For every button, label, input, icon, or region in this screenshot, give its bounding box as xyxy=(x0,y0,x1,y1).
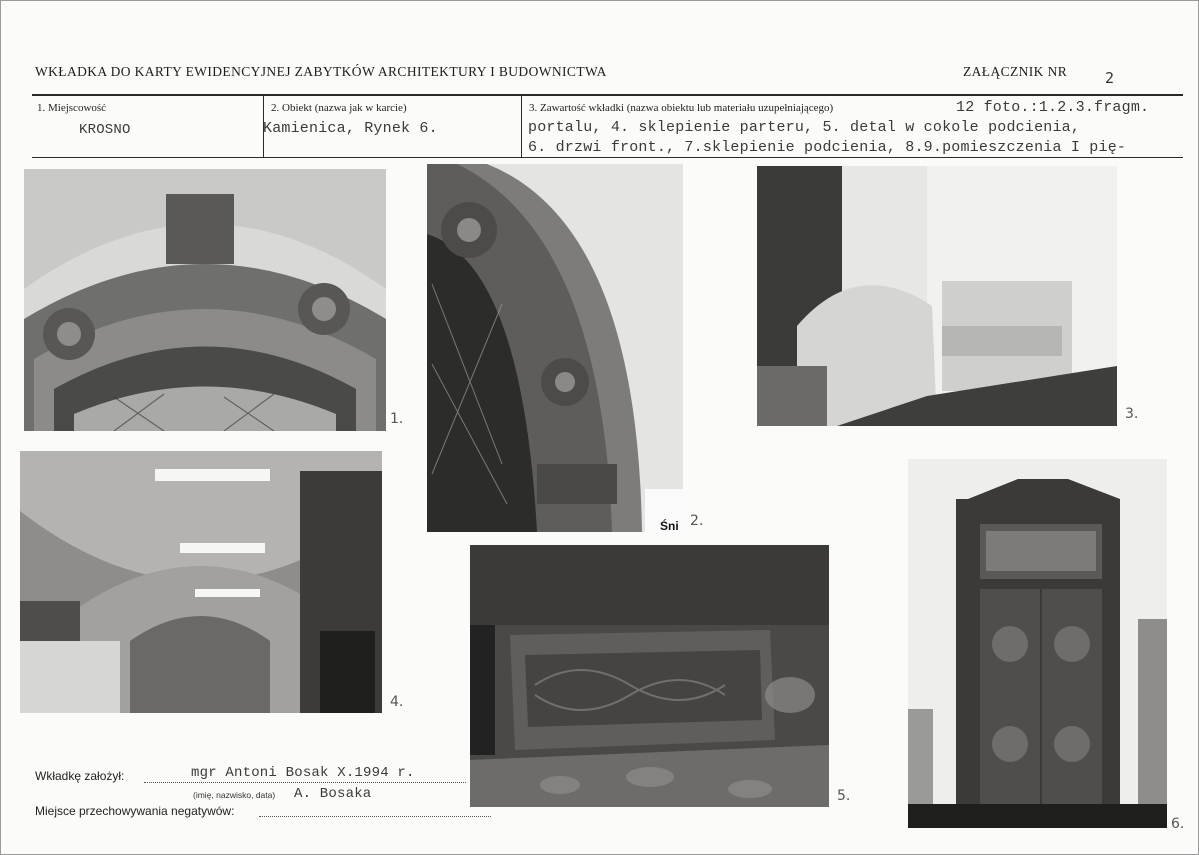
photo-5-number: 5. xyxy=(837,788,851,804)
photo-5-plinth-detail xyxy=(470,545,829,807)
photo-6-front-door xyxy=(908,459,1167,828)
negatives-label: Miejsce przechowywania negatywów: xyxy=(35,804,235,818)
photo-1-number: 1. xyxy=(390,411,404,427)
photo-6-number: 6. xyxy=(1171,816,1185,832)
column-divider-2 xyxy=(521,96,522,158)
photo-2-signature: Śni xyxy=(660,519,679,533)
header-rule-bottom xyxy=(32,157,1183,158)
author-label: Wkładkę założył: xyxy=(35,769,125,783)
photo-2-number: 2. xyxy=(690,513,704,529)
author-hint: (imię, nazwisko, data) xyxy=(193,790,276,800)
photo-4-interior-vault xyxy=(20,451,382,713)
negatives-value: A. Bosaka xyxy=(294,786,372,802)
contents-line-2: portalu, 4. sklepienie parteru, 5. detal w cokole podcienia, xyxy=(528,119,1081,136)
annex-label: ZAŁĄCZNIK NR xyxy=(963,64,1068,79)
contents-line-3: 6. drzwi front., 7.sklepienie podcienia, 8.9.pomieszczenia I pię- xyxy=(528,139,1127,156)
photo-3-number: 3. xyxy=(1125,406,1139,422)
locality-value: KROSNO xyxy=(79,122,131,138)
contents-line-1: 12 foto.:1.2.3.fragm. xyxy=(956,99,1150,116)
photo-4-number: 4. xyxy=(390,694,404,710)
card-title: WKŁADKA DO KARTY EWIDENCYJNEJ ZABYTKÓW ARCHITEKTURY I BUDOWNICTWA xyxy=(35,64,607,79)
negatives-dotted-line xyxy=(259,816,491,817)
author-dotted-line xyxy=(144,782,466,783)
header-rule-top xyxy=(32,94,1183,96)
object-value: Kamienica, Rynek 6. xyxy=(263,120,438,137)
locality-label: 1. Miejscowość xyxy=(37,102,107,114)
photo-3-base-detail xyxy=(757,166,1117,426)
annex-number: 2 xyxy=(1105,69,1115,87)
author-value: mgr Antoni Bosak X.1994 r. xyxy=(191,765,415,781)
photo-2-portal-side xyxy=(427,164,683,532)
contents-label: 3. Zawartość wkładki (nazwa obiektu lub materiału uzupełniającego) xyxy=(529,102,834,114)
photo-1-portal-arch xyxy=(24,169,386,431)
object-label: 2. Obiekt (nazwa jak w karcie) xyxy=(271,102,407,114)
